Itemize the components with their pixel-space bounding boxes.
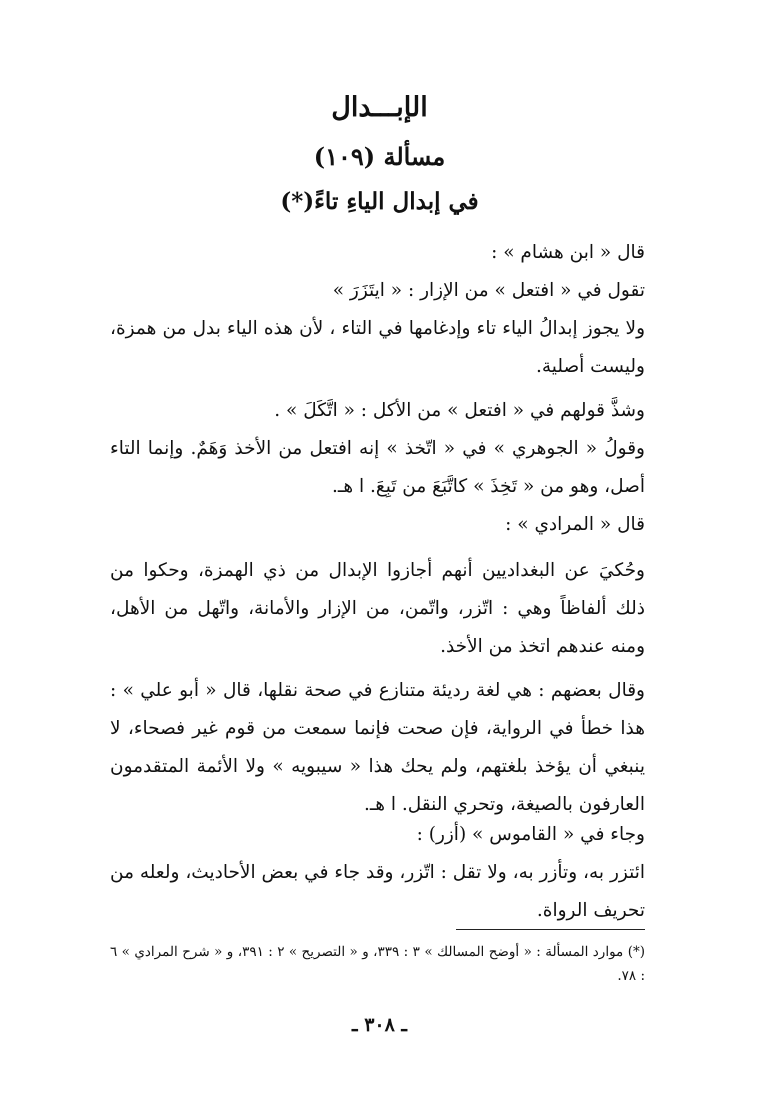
paragraph: تقول في « افتعل » من الإزار : « ايتَزَرَ »	[332, 280, 645, 301]
paragraph: قال « ابن هشام » :	[491, 242, 645, 263]
body-block-muradi	[110, 552, 645, 824]
footnote	[110, 940, 645, 988]
footnote-separator	[456, 929, 645, 930]
page-number: ـ ٣٠٨ ـ	[352, 1014, 407, 1036]
paragraph: وقولُ « الجوهري » في « اتّخذ » إنه افتعل من الأخذ وَهَمٌ. وإنما التاء أصل، وهو من « تَخِذَ » كاتَّبَعَ من تَبِعَ. ا هـ.	[110, 438, 645, 497]
paragraph: وشذَّ قولهم في « افتعل » من الأكل : « اتَّكَلَ » .	[274, 400, 645, 421]
issue-subtitle: في إبدال الياءِ تاءً(*)	[280, 188, 479, 215]
paragraph: ولا يجوز إبدالُ الياء تاء وإدغامها في التاء ، لأن هذه الياء بدل من همزة، وليست أصلية.	[110, 318, 645, 377]
body-block-ibn-hisham	[110, 234, 645, 544]
chapter-title: الإبـــدال	[331, 92, 428, 123]
paragraph: وقال بعضهم : هي لغة رديئة متنازع في صحة نقلها، قال « أبو علي » : هذا خطأ في الرواية، فإن صحت فإنما سمعت من قوم غير فصحاء، لا ينبغي أن يؤخذ بلغتهم، ولم يحك هذا « سيبويه » ولا الأئمة المتقدمون العارفون بالصيغة، وتحري النقل. ا هـ.	[110, 680, 645, 815]
body-block-qamus	[110, 816, 645, 930]
paragraph: وجاء في « القاموس » (أزر) :	[416, 824, 645, 845]
paragraph: ائتزر به، وتأزر به، ولا تقل : اتّزر، وقد جاء في بعض الأحاديث، ولعله من تحريف الرواة.	[110, 862, 645, 921]
issue-title: مسألة (١٠٩)	[313, 142, 446, 171]
paragraph: وحُكيَ عن البغداديين أنهم أجازوا الإبدال من ذي الهمزة، وحكوا من ذلك ألفاظاً وهي : اتّزر، واتّمن، من الإزار والأمانة، واتّهل من الأهل، ومنه عندهم اتخذ من الأخذ.	[110, 560, 645, 657]
footnote-text: (*) موارد المسألة : « أوضح المسالك » ٣ : ٣٣٩، و « التصريح » ٢ : ٣٩١، و « شرح المرادي » ٦ : ٧٨.	[110, 944, 645, 984]
paragraph: قال « المرادي » :	[505, 514, 645, 535]
